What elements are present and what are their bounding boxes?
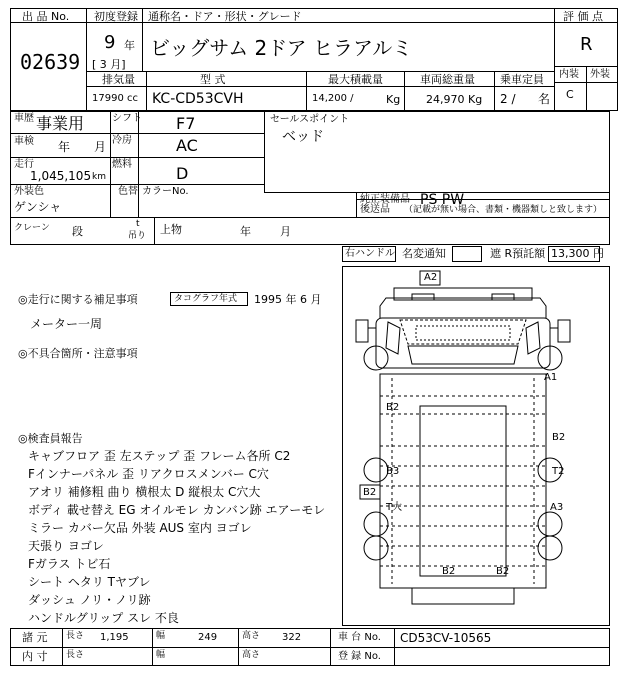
interior-label: 内装 [559,69,579,80]
reg-year-unit: 年 [124,39,135,52]
mileage-label: 走行 [14,159,34,170]
inspection-year: 年 [58,140,71,154]
inspector-line-7: Fガラス トビ石 [28,557,111,571]
grade-label: 評 価 点 [563,10,603,23]
mark-b2-right: B2 [552,432,566,443]
mileage-note: メーター一周 [30,317,103,331]
height-label-2: 高さ [242,650,261,660]
mark-a3: A3 [550,502,564,513]
type-label: 型 式 [200,73,226,86]
ext-color-value: ゲンシャ [14,200,62,214]
reg-month: [ 3 月] [92,58,126,71]
parts-note: （記載が無い場合、書類・機器類しと致します） [404,205,603,215]
length-value: 1,195 [100,632,129,643]
mark-a2: A2 [424,272,438,283]
mileage-notes-title: ◎走行に関する補足事項 [18,293,138,306]
bed-year: 年 [240,225,251,238]
crane-hang: 吊り [128,231,147,241]
inspector-line-6: 天張り ヨゴレ [28,539,104,553]
rhd-label: 右ハンドル [345,248,395,259]
interior-dim-label: 内 寸 [22,650,48,663]
sales-point: ベッド [282,129,324,145]
title-change-label: 名変通知 [402,247,446,260]
crane-t: t [136,219,140,229]
width-value: 249 [198,632,218,643]
reg-year: 9 [104,32,116,53]
inspector-line-4: ボディ 載せ替え EG オイルモレ カンバン跡 エアーモレ [28,503,326,517]
first-reg-label: 初度登録 [94,10,138,23]
chassis-label: 車 台 No. [338,632,381,643]
shift-value: F7 [176,114,196,133]
deposit-value: 13,300 円 [551,247,604,260]
crane-stage: 段 [72,225,83,238]
history-value: 事業用 [36,114,85,133]
reg-no-label: 登 録 No. [338,651,381,662]
model-name: ビッグサム 2ドア ヒラアルミ [150,36,413,60]
inspector-line-10: ハンドルグリップ スレ 不良 [28,611,179,625]
displacement-value: 17990 cc [92,93,138,104]
mark-b2-box: B2 [363,487,377,498]
fuel-value: D [176,164,189,183]
inspection-month: 月 [94,140,107,154]
width-label-2: 幅 [156,650,166,660]
fuel-label: 燃料 [112,159,132,170]
tacho-year: 1995 年 6 月 [254,293,322,306]
height-label: 高さ [242,631,261,641]
mark-b2-rear-left: B2 [442,566,456,577]
gross-weight-value: 24,970 Kg [426,93,483,106]
mark-b2-left: B2 [386,402,400,413]
inspector-line-2: Fインナーパネル 歪 リアクロスメンバー C穴 [28,467,269,481]
inspector-line-8: シート ヘタリ Tヤブレ [28,575,151,589]
deposit-label: 遮 R預託額 [490,247,546,260]
dims-label: 諸 元 [22,631,48,644]
mark-b3: B3 [386,466,400,477]
max-load-label: 最大積載量 [328,73,383,86]
chassis-value: CD53CV-10565 [400,631,492,645]
capacity-value: 2 / [500,92,516,106]
mark-b2-rear-right: B2 [496,566,510,577]
gross-weight-label: 車両総重量 [420,73,475,86]
title-change-box [452,246,482,262]
sales-label: セールスポイント [270,114,350,125]
interior-grade: C [566,88,574,101]
mark-t-large: T大 [386,502,403,513]
model-code: KC-CD53CVH [152,91,244,107]
inspector-line-1: キャブフロア 歪 左ステップ 歪 フレーム各所 C2 [28,449,291,463]
inspector-line-5: ミラー カバー欠品 外装 AUS 室内 ヨゴレ [28,521,252,535]
color-no-label: 色替 [118,186,138,197]
ext-color-label: 外装色 [14,186,44,197]
length-label: 長さ [66,631,85,641]
inspection-label: 車検 [14,136,34,147]
length-label-2: 長さ [66,650,85,660]
inspector-line-9: ダッシュ ノリ・ノリ跡 [28,593,151,607]
max-load-unit: Kg [386,93,401,106]
equip-label: 純正装備品 [360,194,410,205]
defects-title: ◎不具合箇所・注意事項 [18,347,138,360]
inspector-title: ◎検査員報告 [18,432,83,445]
name-label: 通称名・ドア・形状・グレード [148,10,302,23]
inspector-line-3: アオリ 補修粗 曲り 横根太 D 縦根太 C穴大 [28,485,261,499]
mileage-value: 1,045,105 [30,169,92,183]
displacement-label: 排気量 [102,73,135,86]
grade-value: R [580,34,593,55]
exterior-label: 外装 [590,69,610,80]
crane-label: クレーン [14,223,50,233]
ac-value: AC [176,136,198,155]
color-code-label: カラーNo. [142,186,189,197]
mark-a1: A1 [544,372,558,383]
mileage-unit: km [92,172,106,182]
ac-label: 冷房 [112,135,132,146]
lot-number: 02639 [20,50,81,74]
shift-label: シフト [112,113,142,124]
capacity-unit: 名 [538,92,551,106]
truck-diagram [342,266,610,626]
width-label: 幅 [156,631,166,641]
parts-label: 後送品 [360,204,390,215]
capacity-label: 乗車定員 [500,73,544,86]
height-value: 322 [282,632,302,643]
bed-label: 上物 [160,223,182,236]
max-load-value: 14,200 / [312,93,354,104]
equipment-value: PS PW [420,192,465,208]
bed-month: 月 [280,225,291,238]
tacho-label: タコグラフ年式 [174,294,238,304]
mark-t2: T2 [552,466,565,477]
history-label: 車歴 [14,113,34,124]
lot-label: 出 品 No. [22,10,70,23]
